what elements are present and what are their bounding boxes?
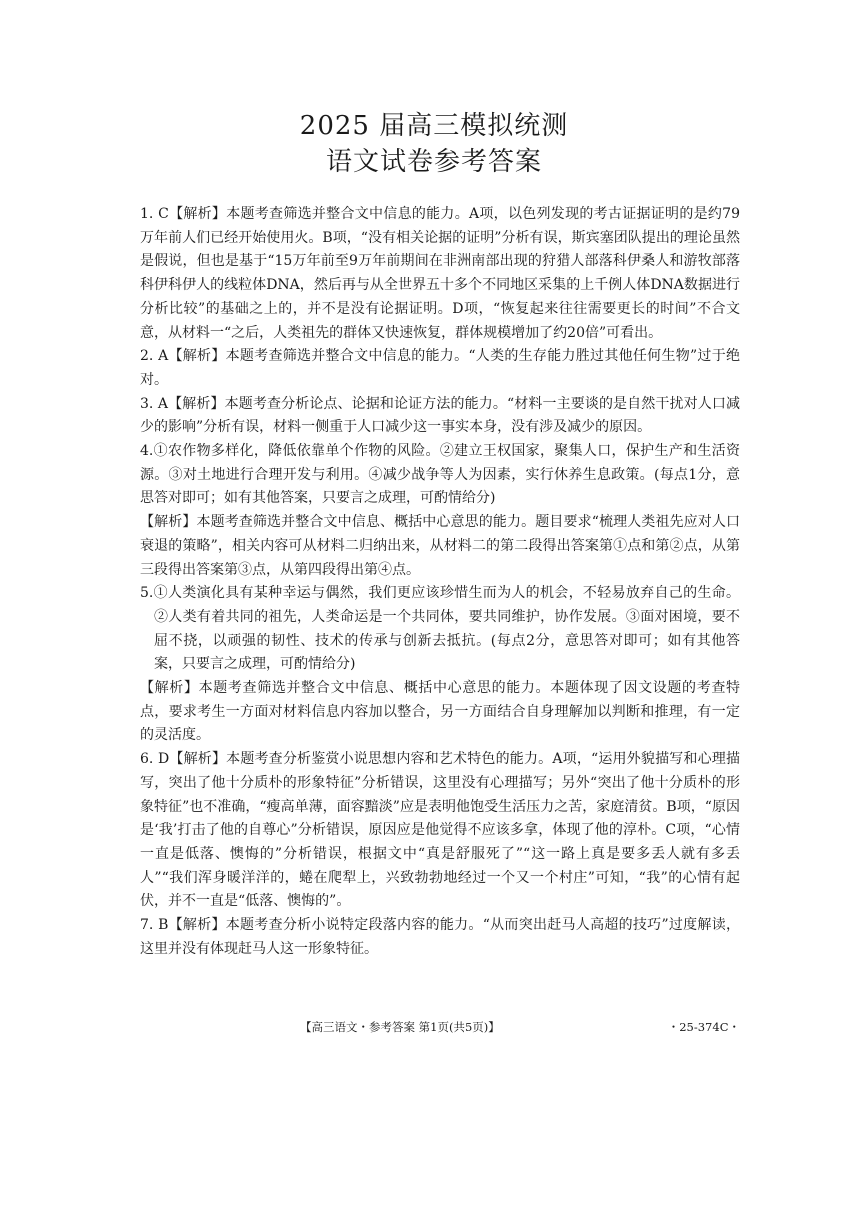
answer-item-2: 2. A【解析】本题考查筛选并整合文中信息的能力。“人类的生存能力胜过其他任何生物”过于绝对。 bbox=[140, 348, 740, 388]
answer-item-3: 3. A【解析】本题考查分析论点、论据和论证方法的能力。“材料一主要谈的是自然干扰对人口减少的影响”分析有误，材料一侧重于人口减少这一事实本身，没有涉及减少的原因。 bbox=[140, 395, 740, 436]
footer-code: ・25-374C・ bbox=[667, 1020, 740, 1034]
answer-item-4: 4.①农作物多样化，降低依靠单个作物的风险。②建立王权国家，聚集人口，保护生产和生活资源。③对土地进行合理开发与利用。④减少战争等人为因素，实行休养生息政策。(每点1分，意思答对即可；如有其他答案，只要言之成理，可酌情给分) bbox=[140, 443, 740, 507]
exam-subtitle: 语文试卷参考答案 bbox=[325, 147, 542, 177]
answer-item-5: 5.①人类演化具有某种幸运与偶然，我们更应该珍惜生而为人的机会，不轻易放弃自己的生命。②人类有着共同的祖先，人类命运是一个共同体，要共同维护，协作发展。③面对困境，要不屈不挠，以顽强的韧性、技术的传承与创新去抵抗。(每点2分，意思答对即可；如有其他答案，只要言之成理，可酌情给分) bbox=[140, 585, 740, 673]
title-block bbox=[0, 108, 868, 180]
exam-title: 2025 届高三模拟统测 bbox=[299, 111, 569, 141]
answer-item-5-analysis: 【解析】本题考查筛选并整合文中信息、概括中心意思的能力。本题体现了因文设题的考查特点，要求考生一方面对材料信息内容加以整合，另一方面结合自身理解加以判断和推理，有一定的灵活度。 bbox=[140, 680, 740, 744]
answer-item-4-analysis: 【解析】本题考查筛选并整合文中信息、概括中心意思的能力。题目要求“梳理人类祖先应对人口衰退的策略”，相关内容可从材料二归纳出来，从材料二的第二段得出答案第①点和第②点，从第三段得出答案第③点，从第四段得出第④点。 bbox=[140, 514, 740, 578]
footer-page-info: 【高三语文・参考答案 第1页(共5页)】 bbox=[300, 1020, 500, 1034]
answer-item-7: 7. B【解析】本题考查分析小说特定段落内容的能力。“从而突出赶马人高超的技巧”过度解读，这里并没有体现赶马人这一形象特征。 bbox=[140, 917, 740, 957]
answer-item-6: 6. D【解析】本题考查分析鉴赏小说思想内容和艺术特色的能力。A项，“运用外貌描写和心理描写，突出了他十分质朴的形象特征”分析错误，这里没有心理描写；另外“突出了他十分质朴的形象特征”也不准确，“瘦高单薄，面容黯淡”应是表明他饱受生活压力之苦，家庭清贫。B项，“原因是‘我’打击了他的自尊心”分析错误，原因应是他觉得不应该多拿，体现了他的淳朴。C项，“心情一直是低落、懊悔的”分析错误，根据文中“真是舒服死了”“这一路上真是要多丢人就有多丢人”“我们浑身暖洋洋的，蜷在爬犁上，兴致勃勃地经过一个又一个村庄”可知，“我”的心情有起伏，并不一直是“低落、懊悔的”。 bbox=[140, 751, 740, 910]
answer-content bbox=[140, 203, 740, 962]
answer-item-1: 1. C【解析】本题考查筛选并整合文中信息的能力。A项，以色列发现的考古证据证明的是约79万年前人们已经开始使用火。B项，“没有相关论据的证明”分析有误，斯宾塞团队提出的理论虽然是假说，但也是基于“15万年前至9万年前期间在非洲南部出现的狩猎人部落科伊桑人和游牧部落科伊科伊人的线粒体DNA，然后再与从全世界五十多个不同地区采集的上千例人体DNA数据进行分析比较”的基础之上的，并不是没有论据证明。D项，“恢复起来往往需要更长的时间”不合文意，从材料一“之后，人类祖先的群体又快速恢复，群体规模增加了约20倍”可看出。 bbox=[140, 206, 740, 341]
